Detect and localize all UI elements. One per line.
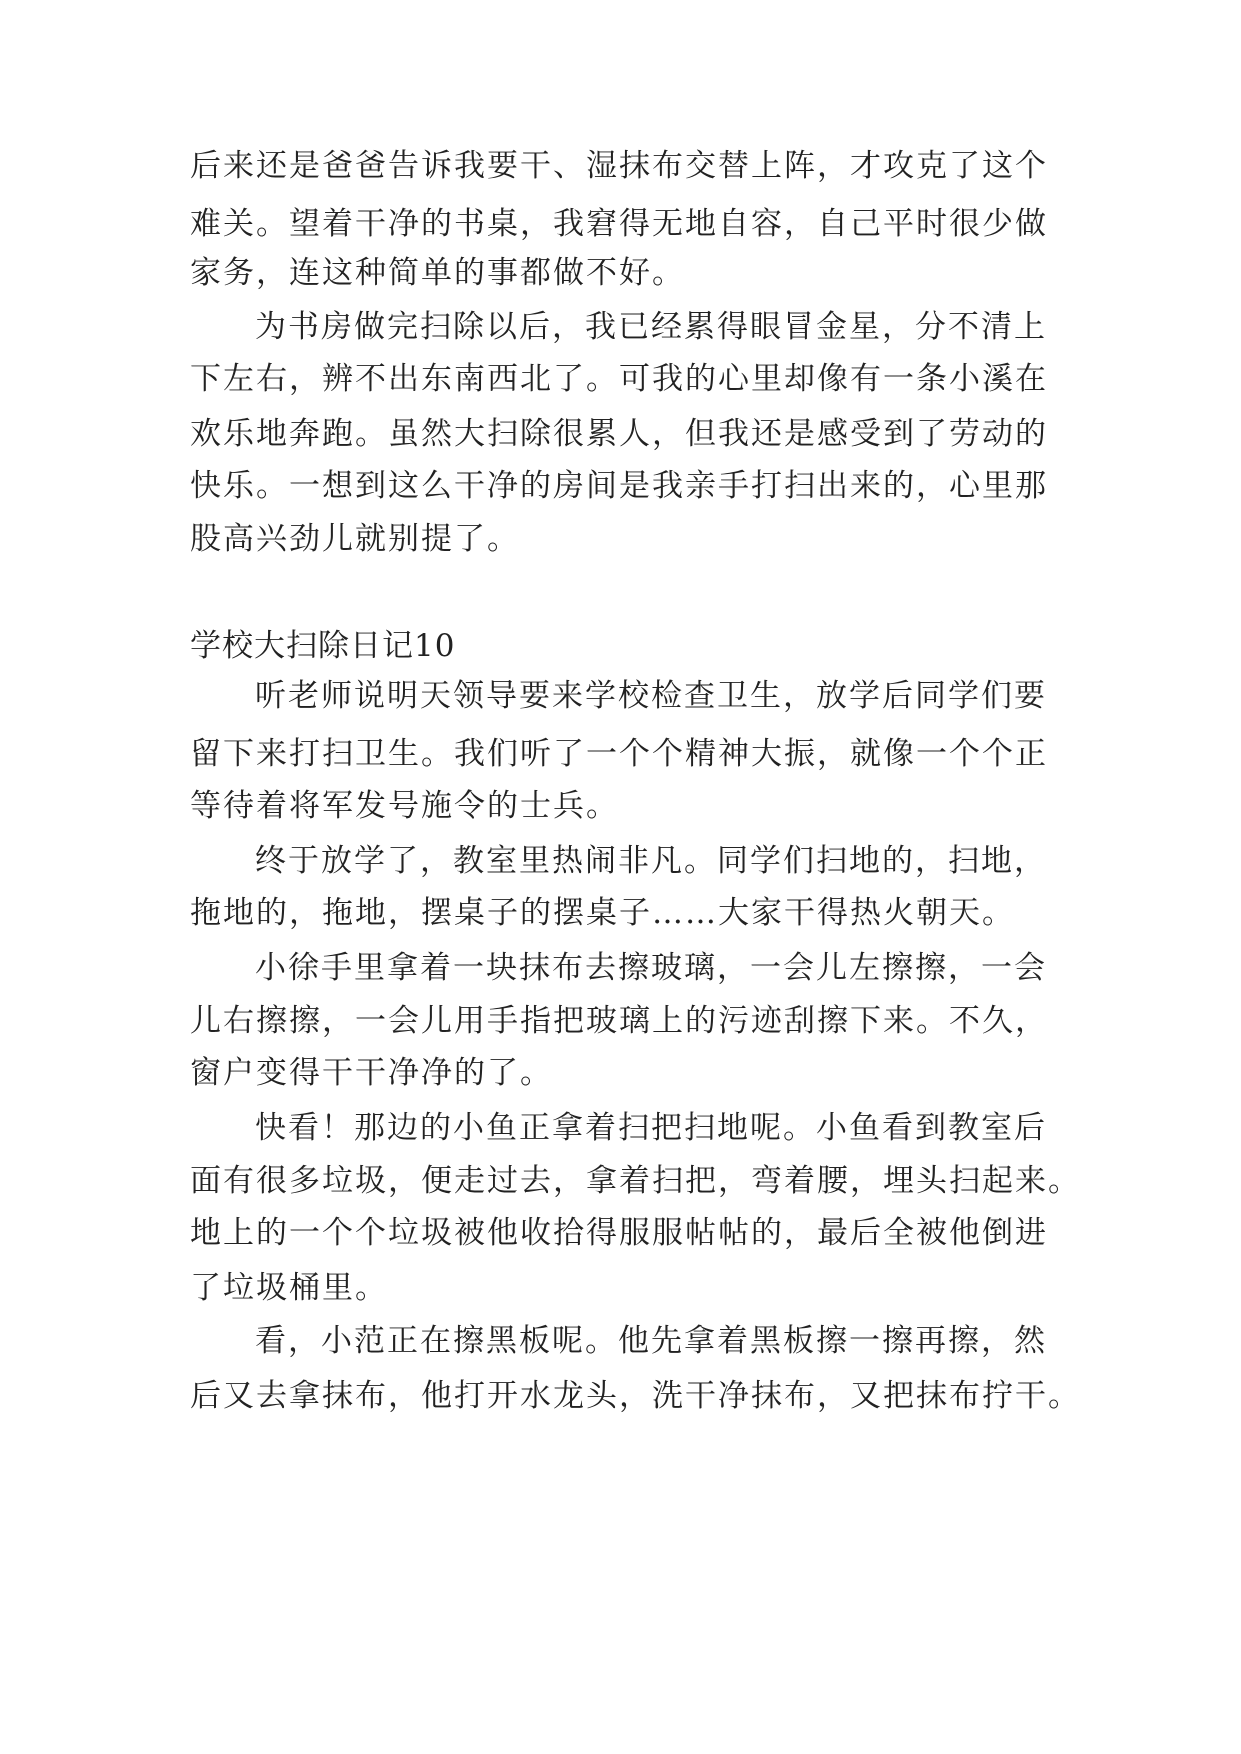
text-line: 后又去拿抹布，他打开水龙头，洗干净抹布，又把抹布拧干。	[190, 1378, 1081, 1414]
text-line: 留下来打扫卫生。我们听了一个个精神大振，就像一个个正	[190, 736, 1048, 772]
text-line: 快看！那边的小鱼正拿着扫把扫地呢。小鱼看到教室后	[255, 1110, 1047, 1146]
text-line: 窗户变得干干净净的了。	[190, 1055, 553, 1091]
text-line: 欢乐地奔跑。虽然大扫除很累人，但我还是感受到了劳动的	[190, 416, 1048, 452]
text-line: 面有很多垃圾，便走过去，拿着扫把，弯着腰，埋头扫起来。	[190, 1163, 1081, 1199]
section-heading: 学校大扫除日记10	[190, 628, 456, 664]
text-line: 听老师说明天领导要来学校检查卫生，放学后同学们要	[255, 678, 1047, 714]
text-line: 为书房做完扫除以后，我已经累得眼冒金星，分不清上	[255, 309, 1047, 345]
text-line: 难关。望着干净的书桌，我窘得无地自容，自己平时很少做	[190, 206, 1048, 242]
text-line: 地上的一个个垃圾被他收拾得服服帖帖的，最后全被他倒进	[190, 1215, 1048, 1251]
text-line: 儿右擦擦，一会儿用手指把玻璃上的污迹刮擦下来。不久，	[190, 1003, 1048, 1039]
text-line: 拖地的，拖地，摆桌子的摆桌子……大家干得热火朝天。	[190, 895, 1015, 931]
text-line: 下左右，辨不出东南西北了。可我的心里却像有一条小溪在	[190, 361, 1048, 397]
text-line: 股高兴劲儿就别提了。	[190, 521, 520, 557]
text-line: 快乐。一想到这么干净的房间是我亲手打扫出来的，心里那	[190, 468, 1048, 504]
text-line: 等待着将军发号施令的士兵。	[190, 788, 619, 824]
text-line: 看，小范正在擦黑板呢。他先拿着黑板擦一擦再擦，然	[255, 1323, 1047, 1359]
text-line: 后来还是爸爸告诉我要干、湿抹布交替上阵，才攻克了这个	[190, 148, 1048, 184]
text-line: 小徐手里拿着一块抹布去擦玻璃，一会儿左擦擦，一会	[255, 950, 1047, 986]
text-line: 终于放学了，教室里热闹非凡。同学们扫地的，扫地，	[255, 843, 1047, 879]
text-line: 了垃圾桶里。	[190, 1270, 388, 1306]
text-line: 家务，连这种简单的事都做不好。	[190, 255, 685, 291]
